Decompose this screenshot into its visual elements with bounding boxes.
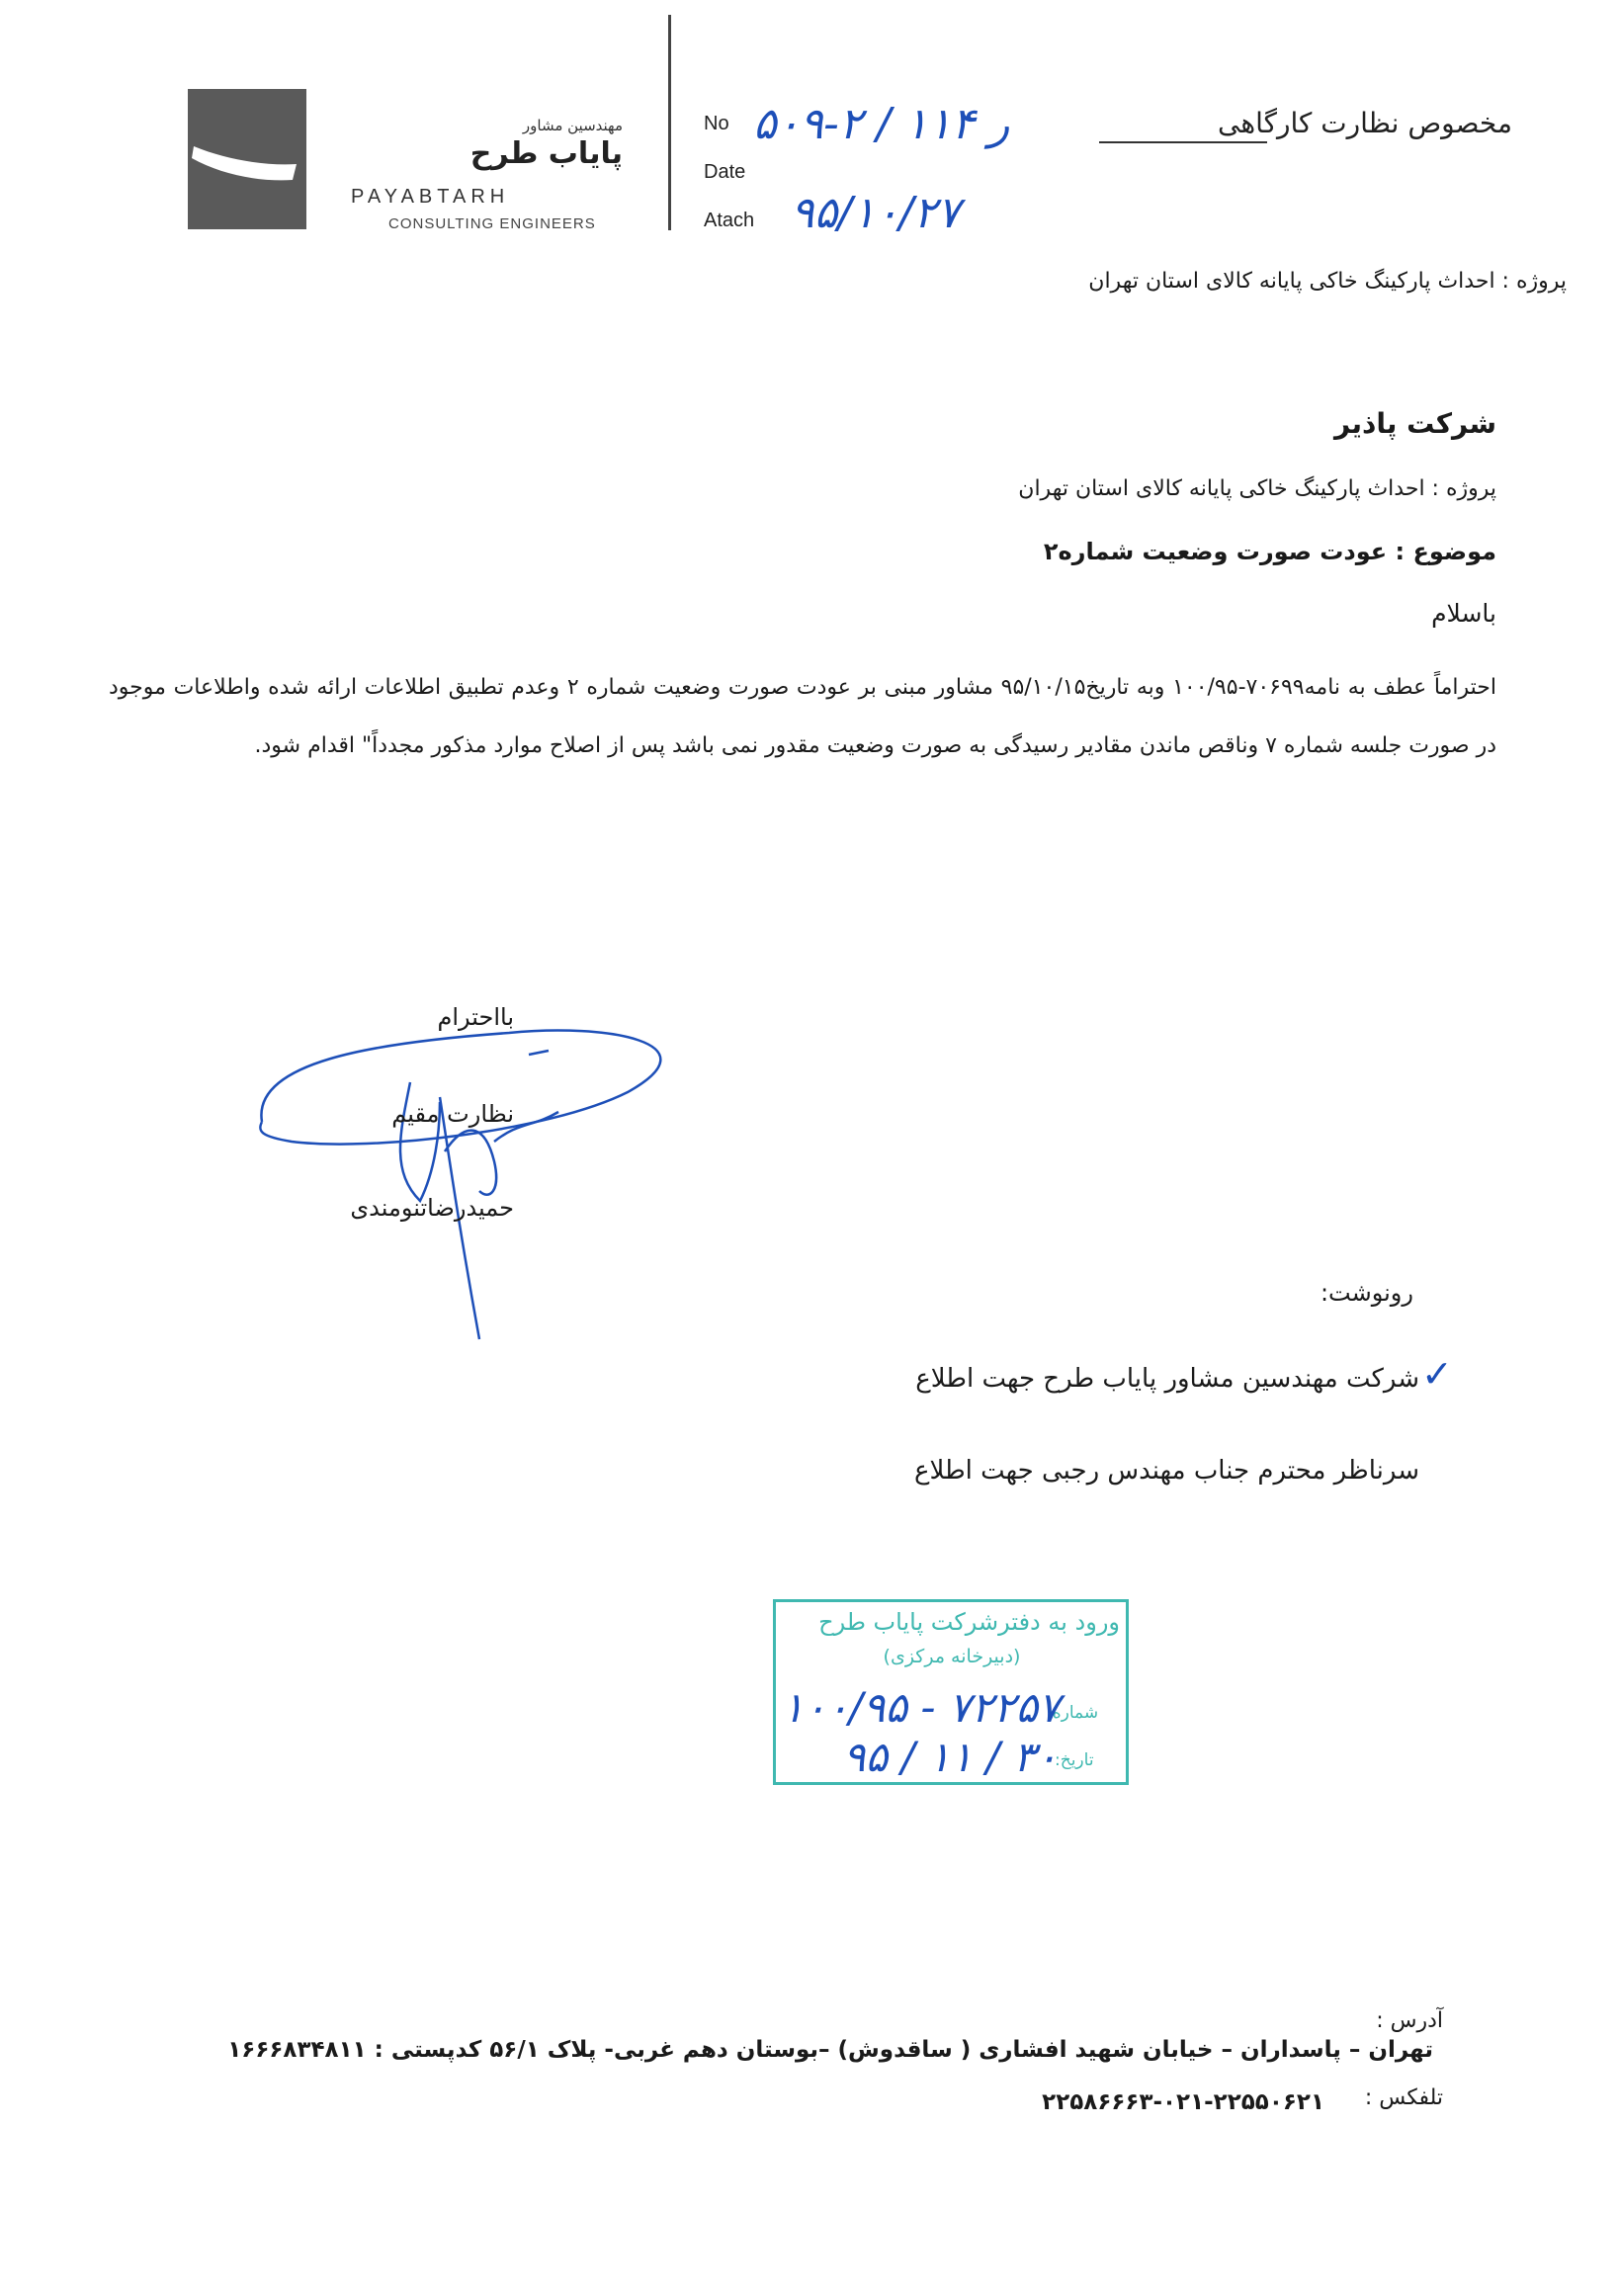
telefax-number: ۲۲۵۸۶۶۶۳-۰۲۱-۲۲۵۵۰۶۲۱ [1042, 2089, 1324, 2115]
signature-regards: بااحترام [437, 1003, 514, 1031]
logo-mark [188, 89, 306, 229]
header-project-line: پروژه : احداث پارکینگ خاکی پایانه کالای استان تهران [1088, 269, 1567, 294]
recipient: شرکت پاذیر [1334, 407, 1496, 440]
no-label: No [704, 113, 729, 134]
letter-date: ۹۵/۱۰/۲۷ [791, 188, 961, 238]
stamp-date-value: ۹۵ / ۱۱ / ۳۰ [843, 1733, 1059, 1781]
logo-name-fa: پایاب طرح [469, 136, 623, 171]
special-title: مخصوص نظارت کارگاهی [1218, 107, 1512, 139]
signature-role: نظارت مقیم [391, 1100, 514, 1128]
date-label: Date [704, 161, 746, 183]
attach-label: Atach [704, 210, 755, 231]
greeting: باسلام [1431, 599, 1496, 628]
stamp-title: ورود به دفترشرکت پایاب طرح [818, 1608, 1120, 1636]
cc-label: رونوشت: [1320, 1279, 1413, 1307]
stamp-number-value: ۱۰۰/۹۵ - ۷۲۲۵۷ [782, 1683, 1061, 1732]
stamp-number-label: شماره: [1047, 1703, 1099, 1723]
check-mark-icon: ✓ [1421, 1352, 1453, 1396]
telefax-label: تلفکس : [1364, 2085, 1443, 2110]
logo-subtitle: مهندسین مشاور [522, 117, 623, 134]
subject-line: موضوع : عودت صورت وضعیت شماره۲ [1043, 538, 1496, 565]
letter-number: ۵۰۹-۲ / ر ۱۱۴ [753, 99, 1010, 149]
address-label: آدرس : [1376, 2008, 1443, 2033]
special-title-underline [1099, 141, 1267, 143]
body-paragraph: احتراماً عطف به نامه۷۰۶۹۹-۱۰۰/۹۵ وبه تاریخ۹۵/۱۰/۱۵ مشاور مبنی بر عودت صورت وضعیت شماره ۲ وعدم تطبیق اطلاعات ارائه شده واطلاعات موجود در صورت جلسه شماره ۷ وناقص ماندن مقادیر رسیدگی به صورت وضعیت مقدور نمی باشد پس از اصلاح موارد مذکور مجدداً" اقدام شود. [109, 675, 1496, 758]
signature-name: حمیدرضاتنومندی [350, 1194, 514, 1222]
stamp-subtitle: (دبیرخانه مرکزی) [883, 1646, 1021, 1667]
receipt-stamp [773, 1599, 1129, 1785]
project-line: پروژه : احداث پارکینگ خاکی پایانه کالای استان تهران [1018, 476, 1496, 501]
logo-tagline: CONSULTING ENGINEERS [388, 215, 596, 232]
cc-item: سرناظر محترم جناب مهندس رجبی جهت اطلاع [913, 1456, 1419, 1486]
logo-name-en: PAYABTARH [351, 186, 510, 208]
stamp-date-label: تاریخ: [1055, 1750, 1094, 1770]
header-divider [668, 15, 671, 230]
address-text: تهران – پاسداران – خیابان شهید افشاری ( ساقدوش) –بوستان دهم غربی- پلاک ۵۶/۱ کدپستی : ۱۶۶۶۸۳۴۸۱۱ [227, 2037, 1433, 2063]
logo-swoosh-icon [188, 89, 306, 229]
signature-scribble [252, 1003, 667, 1369]
cc-item: شرکت مهندسین مشاور پایاب طرح جهت اطلاع [915, 1364, 1419, 1394]
